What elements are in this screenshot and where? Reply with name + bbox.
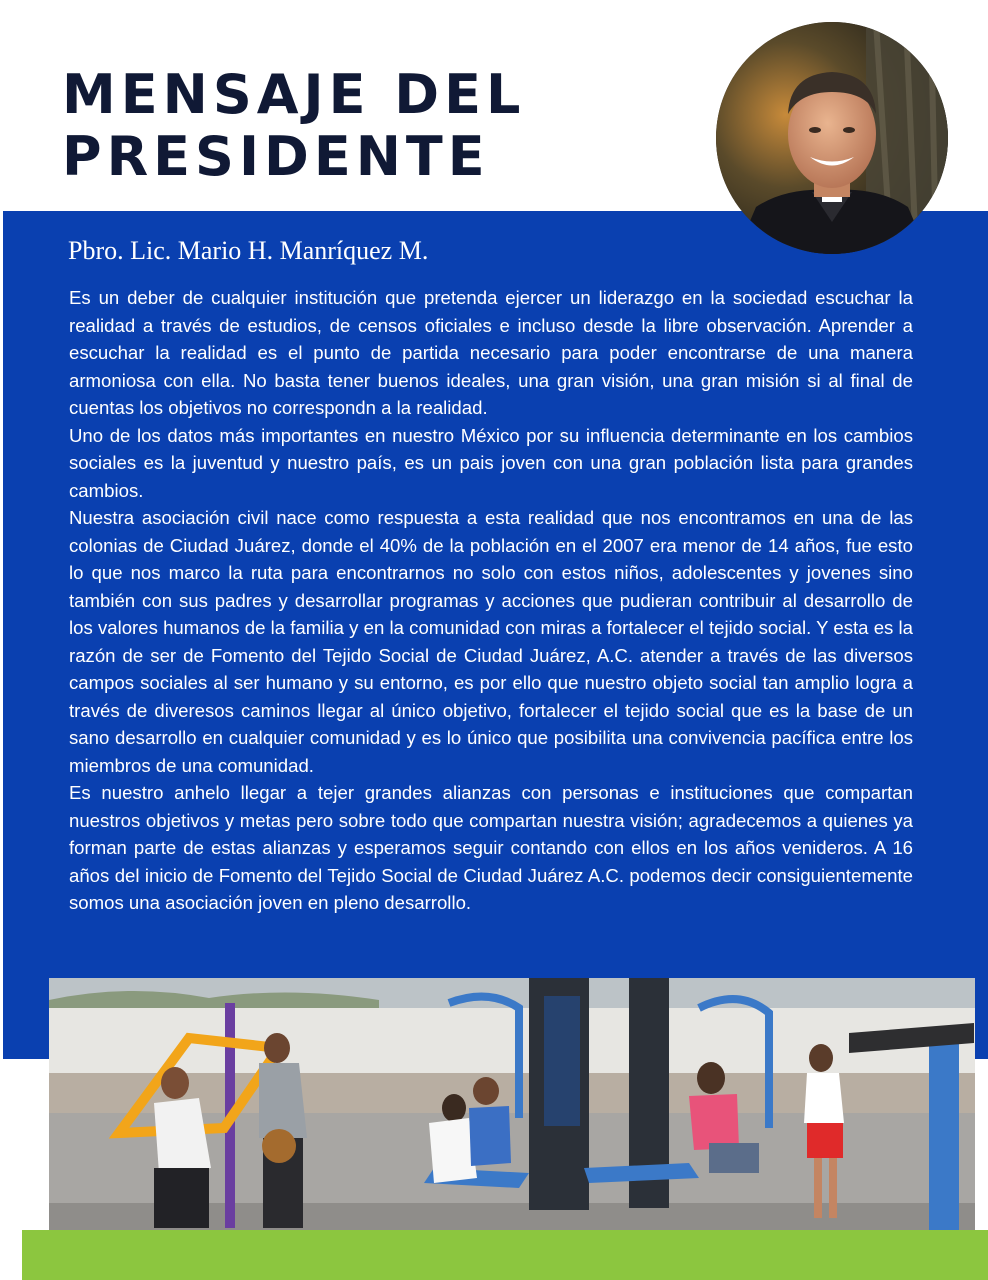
playground-photo: [49, 978, 975, 1230]
message-paragraph: Es un deber de cualquier institución que pretenda ejercer un liderazgo en la sociedad escuchar la realidad a través de estudios, de censos oficiales e incluso desde la libre observación. Aprender a escuchar la realidad es el punto de partida necesario para poder encontrarse de una manera armoniosa con ella. No basta tener buenos ideales, una gran visión, una gran misión si al final de cuentas los objetivos no correspondn a la realidad.: [69, 287, 913, 418]
message-paragraph: Uno de los datos más importantes en nuestro México por su influencia determinante en los cambios sociales es la juventud y nuestro país, es un pais joven con una gran población lista para grandes cambios.: [69, 424, 913, 501]
message-paragraph: Nuestra asociación civil nace como respuesta a esta realidad que nos encontramos en una de las colonias de Ciudad Juárez, donde el 40% de la población en el 2007 era menor de 14 años, fue esto lo que nos marco la ruta para encontrarnos no solo con estos niños, adolescentes y jovenes sino también con sus padres y desarrollar programas y acciones que pudieran contribuir al desarrollo de los valores humanos de la familia y en la comunidad con miras a fortalecer el tejido social. Y esta es la razón de ser de Fomento del Tejido Social de Ciudad Juárez, A.C. atender a través de las diversos campos sociales al ser humano y su entorno, es por ello que nuestro objeto social tan amplio logra a través de diveresos caminos llegar al único objetivo, fortalecer el tejido social que es la base de un sano desarrollo en cualquier comunidad y es lo único que posibilita una convivencia pacífica entre los miembros de una comunidad.: [69, 507, 913, 776]
page-title: [62, 64, 525, 188]
message-paragraph: Es nuestro anhelo llegar a tejer grandes alianzas con personas e instituciones que compartan nuestros objetivos y metas pero sobre todo que compartan nuestra visión; agradecemos a quienes ya forman parte de estas alianzas y esperamos seguir contando con ellos en los años venideros. A 16 años del inicio de Fomento del Tejido Social de Ciudad Juárez A.C. podemos decir consiguientemente somos una asociación joven en pleno desarrollo.: [69, 782, 913, 913]
message-body: [69, 284, 913, 917]
playground-photo-illustration: [49, 978, 975, 1230]
president-portrait-illustration: [716, 22, 948, 254]
page-title-line-2: PRESIDENTE: [62, 125, 490, 188]
page-title-line-1: MENSAJE DEL: [62, 63, 526, 126]
president-portrait: [716, 22, 948, 254]
author-name: Pbro. Lic. Mario H. Manríquez M.: [68, 236, 429, 265]
footer-accent-bar: [22, 1230, 988, 1280]
